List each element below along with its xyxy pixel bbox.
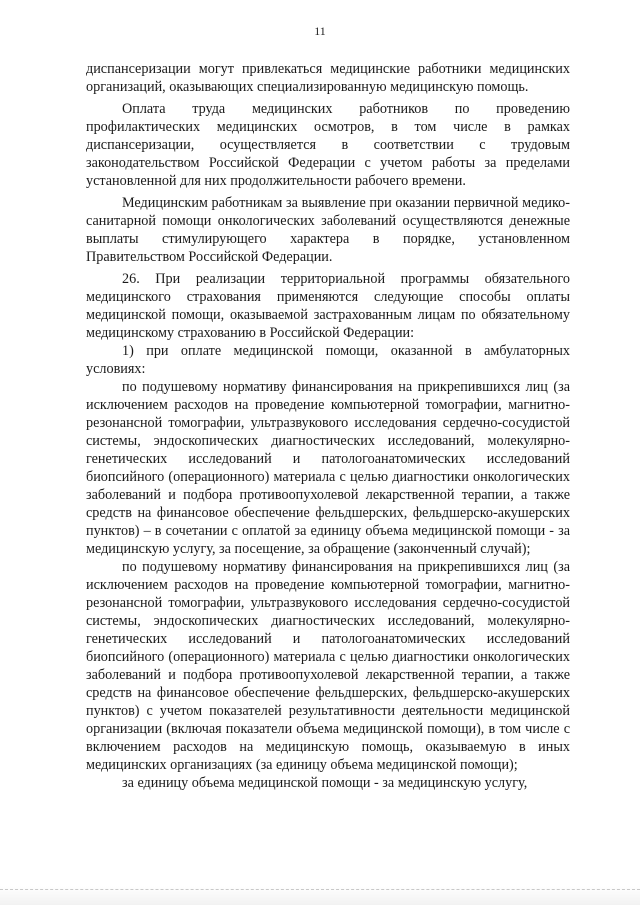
- paragraph-continuation: диспансеризации могут привлекаться медицинские работники медицинских организаций, оказывающих специализированную медицинскую помощь.: [86, 61, 570, 95]
- paragraph-labor-payment: Оплата труда медицинских работников по проведению профилактических медицинских осмотров, в том числе в рамках диспансеризации, осуществляется в соответствии с трудовым законодательством Российской Федерации с учетом работы за пределами установленной для них продолжительности рабочего времени.: [86, 101, 570, 189]
- document-body: [86, 60, 570, 792]
- paragraph-cancer-detection-payments: Медицинским работникам за выявление при оказании первичной медико-санитарной помощи онкологических заболеваний осуществляются денежные выплаты стимулирующего характера в порядке, установленном Правительством Российской Федерации.: [86, 195, 570, 265]
- paragraph-item-26: 26. При реализации территориальной программы обязательного медицинского страхования применяются следующие способы оплаты медицинской помощи, оказываемой застрахованным лицам по обязательному медицинскому страхованию в Российской Федерации:: [86, 271, 570, 341]
- paragraph-subitem-1: 1) при оплате медицинской помощи, оказанной в амбулаторных условиях:: [86, 343, 570, 377]
- paragraph-per-unit: за единицу объема медицинской помощи - за медицинскую услугу,: [122, 775, 528, 791]
- scan-bottom-edge: [0, 886, 640, 905]
- paragraph-per-capita-combined: по подушевому нормативу финансирования на прикрепившихся лиц (за исключением расходов на проведение компьютерной томографии, магнитно-резонансной томографии, ультразвукового исследования сердечно-сосудистой системы, эндоскопических диагностических исследований, молекулярно-генетических исследований и патологоанатомических исследований биопсийного (операционного) материала с целью диагностики онкологических заболеваний и подбора противоопухолевой лекарственной терапии, а также средств на финансовое обеспечение фельдшерских, фельдшерско-акушерских пунктов) – в сочетании с оплатой за единицу объема медицинской помощи - за медицинскую услугу, за посещение, за обращение (законченный случай);: [86, 379, 570, 557]
- paragraph-per-capita-performance: по подушевому нормативу финансирования на прикрепившихся лиц (за исключением расходов на проведение компьютерной томографии, магнитно-резонансной томографии, ультразвукового исследования сердечно-сосудистой системы, эндоскопических диагностических исследований, молекулярно-генетических исследований и патологоанатомических исследований биопсийного (операционного) материала с целью диагностики онкологических заболеваний и подбора противоопухолевой лекарственной терапии, а также средств на финансовое обеспечение фельдшерских, фельдшерско-акушерских пунктов) с учетом показателей результативности деятельности медицинской организации (включая показатели объема медицинской помощи), в том числе с включением расходов на медицинскую помощь, оказываемую в иных медицинских организациях (за единицу объема медицинской помощи);: [86, 559, 570, 773]
- page-number: 11: [314, 24, 326, 38]
